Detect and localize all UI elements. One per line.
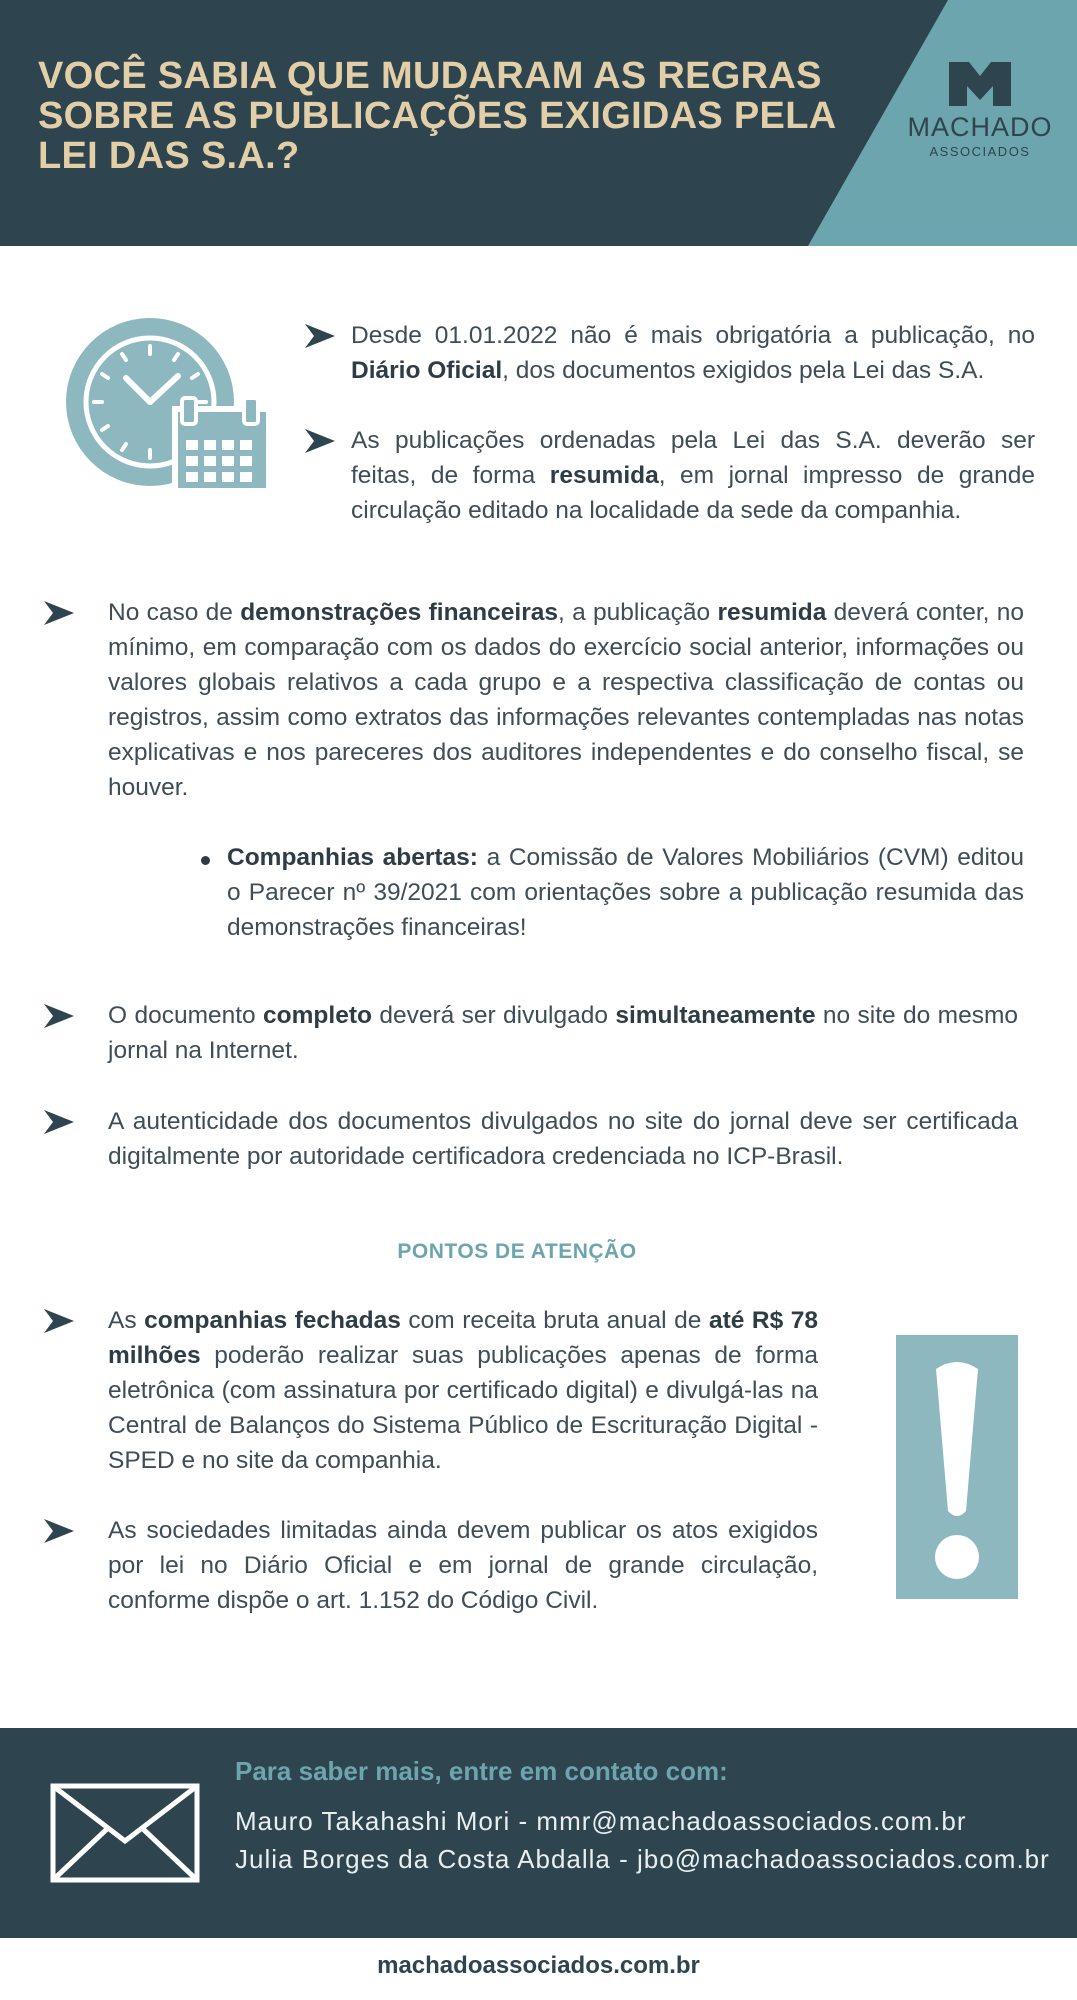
website-link[interactable]: machadoassociados.com.br <box>377 1952 700 1979</box>
attention-item-limited-companies <box>44 1513 818 1618</box>
exclamation-icon <box>896 1335 1018 1599</box>
body-paragraph-3: No caso de demonstrações financeiras, a publicação resumida deverá conter, no mínimo, em comparação com os dados do exercício social anterior, informações ou valores globais relativos a cada grupo e a respectiva classificação de contas ou registros, assim como extratos das informações relevantes contempladas nas notas explicativas e nos pareceres dos auditores independentes e do conselho fiscal, se houver. <box>108 599 1024 801</box>
envelope-icon <box>50 1783 200 1883</box>
arrow-bullet-icon <box>44 1110 74 1134</box>
attention-paragraph-7: As sociedades limitadas ainda devem publicar os atos exigidos por lei no Diário Oficial e em jornal de grande circulação, conforme dispõe o art. 1.152 do Código Civil. <box>108 1517 818 1614</box>
logo-subtitle: ASSOCIADOS <box>929 144 1031 159</box>
body-paragraph-5: A autenticidade dos documentos divulgados no site do jornal deve ser certificada digitalmente por autoridade certificadora credenciada no ICP-Brasil. <box>108 1108 1018 1170</box>
intro-paragraph-1: Desde 01.01.2022 não é mais obrigatória a publicação, no Diário Oficial, dos documentos exigidos pela Lei das S.A. <box>351 322 1035 384</box>
intro-item-1 <box>305 318 1035 388</box>
page-title: VOCÊ SABIA QUE MUDARAM AS REGRAS SOBRE AS PUBLICAÇÕES EXIGIDAS PELA LEI DAS S.A.? <box>38 55 836 177</box>
intro-paragraph-2: As publicações ordenadas pela Lei das S.A. deverão ser feitas, de forma resumida, em jornal impresso de grande circulação editado na localidade da sede da companhia. <box>351 427 1035 524</box>
arrow-bullet-icon <box>44 1309 74 1333</box>
attention-section-title: PONTOS DE ATENÇÃO <box>397 1240 637 1263</box>
body-item-authenticity <box>44 1104 1018 1174</box>
logo-mark-icon <box>949 62 1011 106</box>
arrow-bullet-icon <box>44 1004 74 1028</box>
arrow-bullet-icon <box>44 1519 74 1543</box>
clock-calendar-icon <box>66 318 276 498</box>
arrow-bullet-icon <box>44 601 74 625</box>
sub-bullet-companhias-abertas <box>201 840 1024 945</box>
arrow-bullet-icon <box>305 429 335 453</box>
footer-title: Para saber mais, entre em contato com: <box>235 1756 728 1786</box>
contact-julia[interactable]: Julia Borges da Costa Abdalla - jbo@machadoassociados.com.br <box>235 1844 1050 1874</box>
sub-bullet-text: Companhias abertas: a Comissão de Valores Mobiliários (CVM) editou o Parecer nº 39/2021 com orientações sobre a publicação resumida das demonstrações financeiras! <box>227 844 1024 941</box>
header-banner <box>0 0 1077 246</box>
attention-item-closed-companies <box>44 1303 818 1478</box>
contact-footer <box>0 1728 1077 1938</box>
body-paragraph-4: O documento completo deverá ser divulgado simultaneamente no site do mesmo jornal na Internet. <box>108 1002 1018 1064</box>
contact-mauro[interactable]: Mauro Takahashi Mori - mmr@machadoassociados.com.br <box>235 1806 967 1836</box>
intro-item-2 <box>305 423 1035 528</box>
arrow-bullet-icon <box>305 324 335 348</box>
body-item-complete-document <box>44 998 1018 1068</box>
logo-name: MACHADO <box>907 112 1053 142</box>
body-item-financial-statements <box>44 595 1024 805</box>
attention-paragraph-6: As companhias fechadas com receita bruta anual de até R$ 78 milhões poderão realizar suas publicações apenas de forma eletrônica (com assinatura por certificado digital) e divulgá-las na Central de Balanços do Sistema Público de Escrituração Digital - SPED e no site da companhia. <box>108 1307 819 1474</box>
bullet-dot <box>201 856 210 865</box>
logo <box>905 62 1055 159</box>
